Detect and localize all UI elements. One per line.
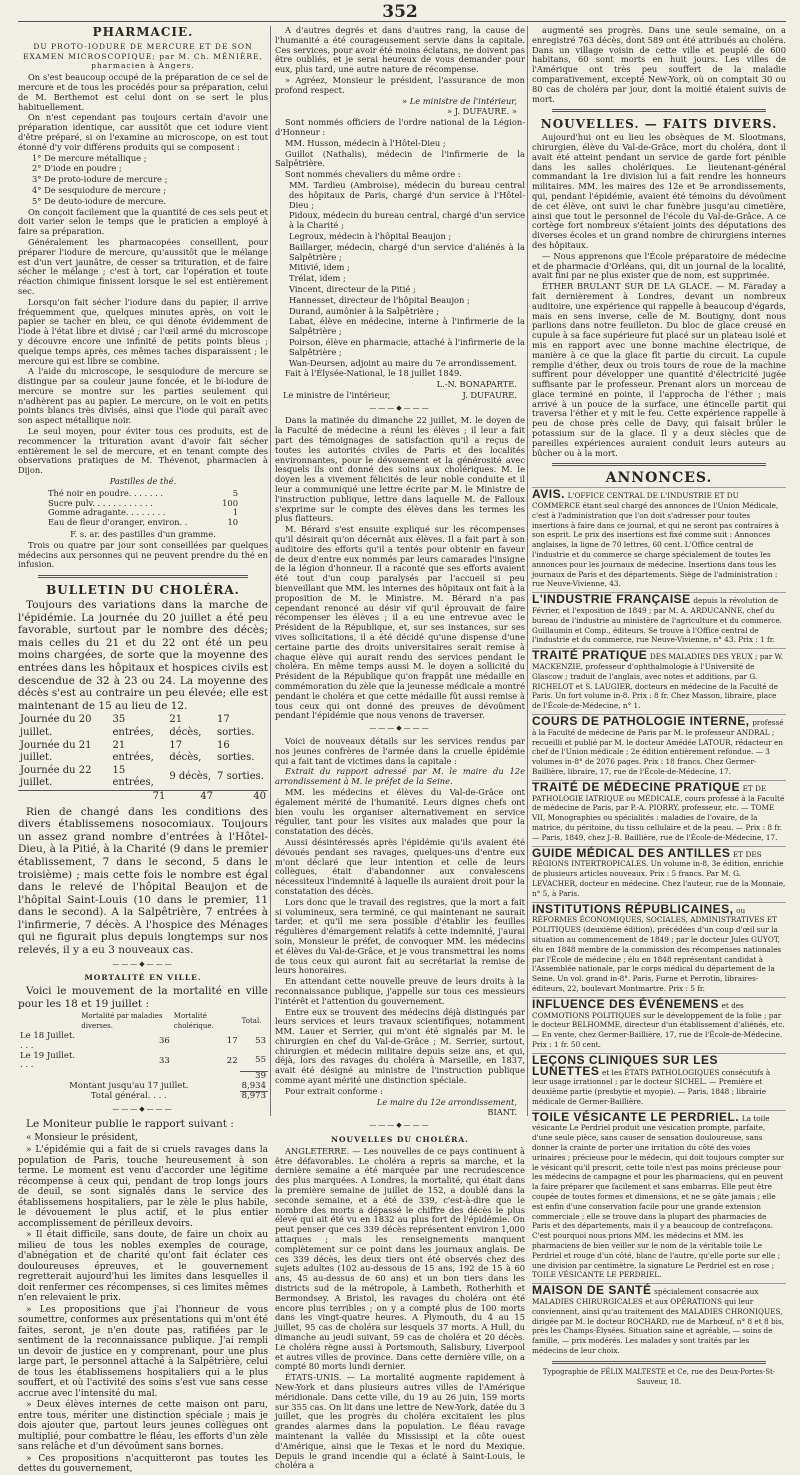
paragraph: Guillot (Nathalis), médecin de l'infirmerie de la Salpêtrière. xyxy=(275,148,525,169)
section-divider xyxy=(552,109,766,112)
table-row: Journée du 22 juillet. 15 entrées, 9 décès, 7 sorties. xyxy=(20,764,264,789)
section-title-bulletin: BULLETIN DU CHOLÉRA. xyxy=(46,583,240,598)
paragraph: Voici de nouveaux détails sur les services rendus par nos jeunes confrères de l'armée dans la cruelle épidémie qui a fait tant de victimes dans la capitale : xyxy=(275,735,525,766)
advertisement xyxy=(532,714,786,777)
ornament-divider: ———◆——— xyxy=(369,724,431,733)
ad-body: professé à la Faculté de médecine de Paris par M. le professeur ANDRAL ; recueilli et publié par M. le docteur Amédée LATOUR, rédacteur en chef de l'Union médicale ; 2e édition entièrement refondue. — 3 volumes in-8° de 2076 pages. Prix : 18 francs. Chez Germer-Baillière, libraire, 17, rue de l'École-de-Médecine, 17. xyxy=(532,718,784,776)
paragraph: » Il était difficile, sans doute, de faire un choix au milieu de tous les nobles exemples de courage, d'abnégation et de charité qu'ont fait éclater ces douloureuses épreuves, et le gouvernement regretterait aujourd'hui les limites dans lesquelles il doit renfermer ces récompenses, si ces limites mêmes n'en relevaient le prix. xyxy=(18,1230,268,1304)
ad-headline: INSTITUTIONS RÉPUBLICAINES, xyxy=(532,901,734,916)
list-item: 5° De deuto-iodure de mercure. xyxy=(32,195,166,206)
section-title-nouvelles-cholera: NOUVELLES DU CHOLÉRA. xyxy=(331,1135,469,1145)
signature-name: » J. DUFAURE. » xyxy=(447,106,517,117)
table-row: Montant jusqu'au 17 juillet. 8,934 xyxy=(69,1080,266,1091)
paragraph: » L'épidémie qui a fait de si cruels ravages dans la population de Paris, touche heureusement à son terme. Le moment est venu d'accorder une légitime récompense à ceux qui, pendant de trop longs jours de deuil, se sont signalés dans le service des établissemens hospitaliers, par le zèle le plus habile, le dévouement le plus actif, et le plus entier accomplissement de périlleux devoirs. xyxy=(18,1145,268,1229)
article-subtitle: DU PROTO-IODURE DE MERCURE ET DE SON EXAMEN MICROSCOPIQUE; par M. Ch. MÉNIÈRE, pharmacien à Angers. xyxy=(23,41,263,71)
column-2 xyxy=(275,25,525,1471)
paragraph: MM. les médecins et élèves du Val-de-Grâce ont également mérité de l'humanité. Leurs dignes chefs ont bien voulu les organiser alternativement en service régulier, tant pour les visites aux malades que pour la constatation des décès. xyxy=(275,786,525,837)
advertisement xyxy=(532,997,786,1050)
paragraph: Le Moniteur publie le rapport suivant : xyxy=(26,1117,234,1130)
ad-headline: TOILE VÉSICANTE LE PERDRIEL. xyxy=(532,1109,740,1124)
paragraph: « Monsieur le président, xyxy=(26,1132,138,1143)
table-header: Mortalité par maladies diverses. Mortalité cholérique. Total. xyxy=(81,1012,262,1031)
printer-imprint: Typographie de FÉLIX MALTESTE et Ce, rue des Deux-Portes-St-Sauveur, 18. xyxy=(542,1367,776,1386)
column-1 xyxy=(18,25,268,1475)
paragraph: » Agréez, Monsieur le président, l'assurance de mon profond respect. xyxy=(275,74,525,95)
list-item: Poirson, élève en pharmacie, attaché à l'infirmerie de la Salpêtrière ; xyxy=(289,336,525,357)
paragraph: ÉTHER BRULANT SUR DE LA GLACE. — M. Faraday a fait dernièrement à Londres, devant un nombreux auditoire, une expérience qui rappelle à beaucoup d'égards, mais en sens inverse, celle de M. Boutigny, dont nous parlions dans notre feuilleton. Du bloc de glace creusé en cupule à sa face supérieure fut placé sur un plateau isolé et mis en rapport avec une bonne machine électrique, de manière à ce que la glace fît partie du circuit. La cupule remplie d'éther, deux ou trois tours de roue de la machine suffirent pour développer une quantité d'électricité jugée suffisante par le professeur. Prenant alors un morceau de glace terminé en pointe, il l'approcha de l'éther ; mais arrivé à un pouce de la surface, une étincelle partit qui traversa l'éther et y mit le feu. Cette expérience rappelle à peu de chose près celle de Davy, qui faisait brûler le potassium sur de la glace. Il y a deux siècles que de pareilles expériences auraient conduit leurs auteurs au bûcher ou à la mort. xyxy=(532,281,786,458)
table-row: Le 19 Juillet. . . . 33 22 55 xyxy=(20,1050,266,1071)
ornament-divider: ———◆——— xyxy=(369,403,431,412)
paragraph: Entre eux se trouvent des médecins déjà distingués par leurs services et leurs travaux scientifiques, notamment MM. Lauer et Serrier, qui m'ont été signalés par M. le chirurgien en chef du Val-de-Grâce ; M. Serrier, surtout, chirurgien et médecin militaire depuis seize ans, et qui, déjà, lors des ravages du choléra à Marseille, en 1837, avait été désigné au ministre de l'instruction publique comme ayant mérité une distinction spéciale. xyxy=(275,1006,525,1086)
paragraph: En attendant cette nouvelle preuve de leurs droits à la reconnaissance publique, j'appelle sur tous ces messieurs l'intérêt et l'attention du gouvernement. xyxy=(275,976,525,1006)
signature-name: J. DUFAURE. xyxy=(462,389,517,400)
paragraph: On conçoit facilement que la quantité de ces sels peut et doit varier selon le temps que le praticien a employé à faire sa préparation. xyxy=(18,206,268,237)
signature-title: » Le ministre de l'intérieur, xyxy=(402,95,517,106)
ad-headline: TRAITÉ DE MÉDECINE PRATIQUE xyxy=(532,779,740,794)
paragraph: Sont nommés officiers de l'ordre national de la Légion-d'Honneur : xyxy=(275,117,525,137)
table-row: Journée du 20 juillet. 35 entrées, 21 décès, 17 sorties. xyxy=(20,714,255,738)
paragraph: A d'autres degrés et dans d'autres rang, la cause de l'humanité a été courageusement servie dans la capitale. Ces services, pour avoir été moins éclatans, ne doivent pas être oubliés, et je serai heureux de vous demander pour eux, plus tard, une autre nature de récompense. xyxy=(275,25,525,75)
paragraph: Toujours des variations dans la marche de l'épidémie. La journée du 20 juillet a été peu favorable, surtout par le nombre des décès; mais celles du 21 et du 22 ont été un peu moins chargées, de sorte que la moyenne des entrées dans les hôpitaux et hospices civils est descendue de 32 à 23 ou 24. La moyenne des décès s'est au contraire un peu élevée; elle est maintenant de 15 au lieu de 12. xyxy=(18,599,268,712)
column-divider xyxy=(270,26,271,1116)
list-item: 1° De mercure métallique ; xyxy=(32,152,147,163)
list-item: 4° De sesquiodure de mercure ; xyxy=(32,184,167,195)
recipe-row: Eau de fleur d'oranger, environ. . 10 xyxy=(48,517,238,528)
advertisement xyxy=(532,1053,786,1107)
ad-headline: COURS DE PATHOLOGIE INTERNE, xyxy=(532,714,750,728)
paragraph: augmenté ses progrès. Dans une seule semaine, on a enregistré 763 décès, dont 589 ont été attribués au choléra. Dans un village voisin de cette ville et peuplé de 600 habitans, 60 sont morts en huit jours. Les villes de l'Amérique ont très peu souffert de la maladie comparativement, excepté New-York, où on comptait 30 ou 80 cas de choléra par jour, dont la moitié étaient suivis de mort. xyxy=(532,25,786,104)
ornament-divider: ———◆——— xyxy=(369,1121,431,1130)
top-rule xyxy=(18,21,786,22)
list-item: Mitivié, idem ; xyxy=(289,262,350,273)
signature-title: Le maire du 12e arrondissement, xyxy=(376,1096,517,1107)
table-row: Total général. . . . 8,973 xyxy=(90,1091,266,1102)
ad-body: La toile vésicante Le Perdriel produit une vésication prompte, parfaite, d'une seule pièce, sans causer de sensation douloureuse, sans donner la crainte de porter une irritation du côté des voies urinaires ; précieuse pour le médecin, qui doit toujours compter sur le vésicant qu'il prescrit, cette toile n'est pas moins précieuse pour les médecins de campagne et pour les pharmaciens, qui en peuvent la faire préparer que facilement et sans embarras. Elle peut être coupée de toutes formes et dimensions, et ne se gâte jamais ; elle est enfin d'une conservation facile pour une grande extension commerciale ; elle se trouve dans la plupart des pharmacies de Paris et des départements, mais il y a beaucoup de contrefaçons. C'est pourquoi nous prions MM. les médecins et MM. les pharmaciens de bien veiller sur le nom de la véritable toile Le Perdriel et rouge d'un côté, blanc de l'autre, qu'elle porte sur elle ; une division par centimètre, la signature Le Perdriel est en rose ; TOILE VÉSICANTE LE PERDRIEL. xyxy=(532,1113,785,1280)
section-divider xyxy=(552,463,766,466)
list-item: Hannesset, directeur de l'hôpital Beaujon ; xyxy=(289,294,470,305)
section-divider xyxy=(552,1361,766,1364)
column-3 xyxy=(532,25,786,1386)
paragraph: Généralement les pharmacopées conseillent, pour préparer l'iodure de mercure, qu'aussitôt que le mélange est d'un vert jaunâtre, de cesser sa trituration, et de faire sécher le mélange ; c'est à tort, car l'opération et toute réaction chimique finissent lorsque le sel est entièrement sec. xyxy=(18,236,268,296)
section-divider xyxy=(38,575,248,578)
paragraph: Extrait du rapport adressé par M. le maire du 12e arrondissement à M. le préfet de la Seine. xyxy=(275,766,525,787)
ad-body: et les ÉTATS PATHOLOGIQUES consécutifs à leur usage irrationnel ; par le docteur SICHEL. — Première et deuxième partie (presbytie et myopie). — Paris, 1848 ; librairie médicale de Germer-Baillière. xyxy=(532,1067,771,1106)
signature-name: L.-N. BONAPARTE. xyxy=(436,379,517,390)
column-divider xyxy=(527,26,528,1116)
bulletin-body xyxy=(18,599,268,957)
recipe-row: Thé noir en poudre. . . . . . . 5 xyxy=(48,487,238,498)
ad-headline: MAISON DE SANTÉ xyxy=(532,1283,652,1298)
ad-headline: INFLUENCE DES ÉVÉNEMENS xyxy=(532,996,719,1011)
recipe-footer: F. s. ar. des pastilles d'un gramme. xyxy=(70,529,216,540)
paragraph: ANGLETERRE. — Les nouvelles de ce pays continuent à être défavorables. Le choléra a repris sa marche, et la dernière semaine a été marquée par une recrudescence des plus marquées. A Londres, la mortalité, qui était dans la première semaine de juillet de 152, a doublé dans la seconde semaine, et a été de 339, c'est-à-dire que le nombre des morts a dépassé le chiffre des décès le plus élevé qui ait été vu en 1832 au plus fort de l'épidémie. On peut penser que ces 339 décès représentent environ 1,000 attaques ; mais les renseignements manquent complètement sur ce point dans les journaux anglais. De ces 339 décès, les deux tiers ont été observés chez des sujets adultes (102 au-dessous de 15 ans, 192 de 15 à 60 ans, 45 au-dessus de 60 ans) et un bon tiers dans les districts sud de la métropole, à Lambeth, Rotherhith et Bermondsey. A Bristol, les ravages du choléra ont été encore plus terribles ; on y a compté plus de 100 morts dans les vingt-quatre heures. A Plymouth, du 4 au 15 juillet, 95 cas de choléra sur lesquels 37 morts. A Hull, du dimanche au jeudi suivant, 59 cas de choléra et 20 décès. Le choléra règne aussi à Portsmouth, Salisbury, Liverpool et autres villes de province. Dans cette dernière ville, on a compté 80 morts lundi dernier. xyxy=(275,1145,525,1372)
ad-body: L'OFFICE CENTRAL DE L'INDUSTRIE ET DU COMMERCE étant seul chargé des annonces de l'Union Médicale, c'est à l'administration que l'on doit s'adresser pour toutes insertions à faire dans ce journal, et qui ne seront pas contraires à son esprit. Le prix des insertions est fixé comme suit : Annonces anglaises, la ligne de 70 lettres, 60 cent. L'Office central de l'industrie et du commerce se charge spécialement de toutes les annonces pour les journaux de médecine. Insertions dans tous les journaux de Paris et des départements. Siège de l'administration : rue Neuve-Vivienne, 43. xyxy=(532,491,779,589)
ad-body: DES MALADIES DES YEUX ; par W. MACKENZIE, professeur d'ophthalmologie à l'Université de Glascow ; traduit de l'anglais, avec notes et additions, par G. RICHELOT et S. LAUGIER, docteurs en médecine de la Faculté de Paris. Un fort volume in-8. Prix : 8 fr. Chez Masson, libraire, place de l'École-de-Médecine, n° 1. xyxy=(532,652,784,711)
paragraph: Sont nommés chevaliers du même ordre : xyxy=(285,169,461,180)
list-item: Wan-Deursen, adjoint au maire du 7e arrondissement. xyxy=(289,357,518,368)
advertisement xyxy=(532,648,786,711)
paragraph: Aujourd'hui ont eu lieu les obsèques de M. Slootmans, chirurgien, élève du Val-de-Grâce, mort du choléra, dont il avait été atteint pendant un service de garde fort pénible dans les salles cholériques. Le lieutenant-général commandant la 1re division lui a fait rendre les honneurs militaires. MM. les maires des 12e et 9e arrondissements, qui, pendant l'épidémie, avaient été témoins du dévoûment de cet élève, ont suivi le char funèbre jusqu'au cimetière, ainsi que tout le personnel de l'école du Val-de-Grâce. A ce cortège fort nombreux s'étaient joints des députations des diverses écoles et un grand nombre de chirurgiens internes des hôpitaux. xyxy=(532,132,786,250)
recipe-list xyxy=(48,489,238,528)
paragraph: Trois ou quatre par jour sont conseillées par quelques médecins aux personnes qui ne peuvent prendre du thé en infusion. xyxy=(18,539,268,570)
list-item: Baillarger, médecin, chargé d'un service d'aliénés à la Salpêtrière ; xyxy=(289,241,525,262)
advertisement xyxy=(532,1283,786,1356)
ad-headline: L'INDUSTRIE FRANÇAISE xyxy=(532,592,691,607)
list-item: Pidoux, médecin du bureau central, chargé d'un service à la Charité ; xyxy=(289,210,525,231)
paragraph: Voici le mouvement de la mortalité en ville pour les 18 et 19 juillet : xyxy=(18,985,268,1010)
signature-row xyxy=(275,391,525,401)
totals-row: 71 47 40 xyxy=(18,790,268,803)
paragraph: » Deux élèves internes de cette maison ont paru, entre tous, mériter une distinction spéciale ; mais je dois ajouter que, partout leurs jeunes collègues ont multiplié, pour combattre le fléau, les efforts d'un zèle sans relâche et d'un dévoûment sans bornes. xyxy=(18,1400,268,1453)
paragraph: » Les propositions que j'ai l'honneur de vous soumettre, conformes aux présentations qui m'ont été faites, seront, je n'en doute pas, ratifiées par le sentiment de la reconnaissance publique. J'ai rempli un devoir de justice en y comprenant, pour une plus large part, le personnel attaché à la Salpêtrière, celui de tous les établissemens hospitaliers qui a le plus souffert, et où l'activité des soins s'est vue sans cesse accrue avec l'intensité du mal. xyxy=(18,1304,268,1399)
advertisement xyxy=(532,592,786,645)
ad-body: depuis la révolution de Février, et l'exposition de 1849 ; par M. A. ARDUCANNE, chef du bureau de l'industrie au ministère de l'agriculture et du commerce. Guillaumin et Comp., éditeurs. Se trouve à l'Office central de l'industrie et du commerce, rue Neuve-Vivienne, n° 43. Prix : 1 fr. xyxy=(532,596,782,645)
paragraph: — Nous apprenons que l'École préparatoire de médecine et de pharmacie d'Orléans, qui, dit un journal de la localité, avait fini par ne plus exister que de nom, est supprimée. xyxy=(532,250,786,281)
paragraph: Dans la matinée du dimanche 22 juillet, M. le doyen de la Faculté de médecine a réuni les élèves ; il leur a fait part des témoignages de satisfaction qu'il a reçus de toutes les autorités civiles de Paris et des localités environnantes, pour le dévouement et la générosité avec lesquels ils ont donné des soins aux cholériques. M. le doyen les a vivement félicités de leur noble conduite et il leur a communiqué une lettre écrite par M. le Ministre de l'instruction publique, lettre dans laquelle M. de Falloux s'exprime sur le compte des élèves dans les termes les plus flatteurs. xyxy=(275,415,525,524)
ad-headline: LEÇONS CLINIQUES SUR LES LUNETTES xyxy=(532,1052,719,1078)
paragraph: Lors donc que le travail des registres, que la mort a fait si volumineux, sera terminé, ce qui maintenant ne saurait tarder, et qu'il me sera possible d'établir les feuilles régulières d'émargement relatifs à cette indemnité, j'aurai soin, Monsieur le préfet, de convoquer MM. les médecins et élèves du Val-de-Grâce, et je vous transmettrai les noms de tous ceux qui auront fait au secrétariat la remise de leurs honoraires. xyxy=(275,896,525,976)
advertisement xyxy=(532,902,786,994)
list-item: Vincent, directeur de la Pitié ; xyxy=(289,283,416,294)
paragraph: ÉTATS-UNIS. — La mortalité augmente rapidement à New-York et dans plusieurs autres villes de l'Amérique méridionale. Dans cette ville, du 19 au 26 juin, 159 morts sur 355 cas. On lit dans une lettre de New-York, datée du 3 juillet, que les progrès du choléra excitaient les plus grandes alarmes dans la population. Le fléau ravage maintenant la vallée du Mississipi et la côte ouest d'Amérique, ainsi que le Texas et le nord du Mexique. Depuis le grand incendie qui a éclaté à Saint-Louis, le choléra a xyxy=(275,1372,525,1471)
signature-name: BIANT. xyxy=(487,1107,517,1118)
signature-title: Le ministre de l'intérieur, xyxy=(283,389,391,400)
recipe-row: Gomme adragante. . . . . . . . 1 xyxy=(48,507,238,518)
advertisement xyxy=(532,1110,786,1281)
ad-headline: AVIS. xyxy=(532,487,565,502)
paragraph: M. Bérard s'est ensuite expliqué sur les récompenses qu'il désirait qu'on décernât aux élèves. Il a fait part à son auditoire des efforts qu'il a tentés pour obtenir en faveur de deux d'entre eux nommés par leurs camarades l'insigne de la légion d'honneur. Il a raconté que ses efforts avaient été tout d'un coup paralysés par l'accueil si peu bienveillant que MM. les internes des hôpitaux ont fait à la proposition de M. le Ministre. M. Bérard n'a pas cependant renoncé au désir vif qu'il éprouvait de faire récompenser les élèves ; il a eu une entrevue avec le Président de la République, et, sur ses instances, sur ses vives sollicitations, il a été décidé qu'une dispense d'une certaine partie des droits universitaires serait remise à chaque élève qui aurait rendu des services pendant le choléra. En même temps aussi M. le doyen a sollicité du Président de la République qu'on frappât une médaille en commémoration du zèle que la jeunesse médicale a montré pendant le choléra et que cette médaille fût aussi remise à tous ceux qui ont donné des preuves de dévoûment pendant l'épidémie que nous venons de traverser. xyxy=(275,524,525,721)
paragraph: Le seul moyen, pour éviter tous ces produits, est de recommencer la trituration avant d'avoir fait sécher entièrement le sel de mercure, et en tenant compte des observations pratiques de M. Thévenot, pharmacien à Dijon. xyxy=(18,426,268,476)
table-row: Journée du 21 juillet. 21 entrées, 17 décès, 16 sorties. xyxy=(20,739,255,764)
list-item: Trélat, idem ; xyxy=(289,273,346,284)
moniteur-report xyxy=(18,1118,268,1475)
ornament-divider: ———◆——— xyxy=(112,1105,174,1114)
section-title-pharmacie: PHARMACIE. xyxy=(92,25,194,39)
ad-headline: TRAITÉ PRATIQUE xyxy=(532,648,648,663)
list-item: Durand, aumônier à la Salpêtrière ; xyxy=(289,305,440,316)
section-title-annonces: ANNONCES. xyxy=(605,470,713,487)
paragraph: Aussi désintéressés après l'épidémie qu'ils avaient été dévoués pendant ses ravages, quelques-uns d'entre eux m'ont déclaré que leur intention et celle de leurs collègues, était d'abandonner aux convalescens nécessiteux l'indemnité à laquelle ils auraient droit pour la constatation des décès. xyxy=(275,836,525,896)
advertisement xyxy=(532,780,786,843)
list-item: Legroux, médecin à l'hôpital Beaujon ; xyxy=(289,230,452,241)
paragraph: On n'est cependant pas toujours certain d'avoir une préparation identique, car aussitôt que cet iodure vient d'être préparé, si on l'examine au microscope, on est tout étonné d'y voir différens produits qui se composent : xyxy=(18,112,268,152)
ad-body: ET DE PATHOLOGIE IATRIQUE ou MÉDICALE, cours professé à la Faculté de médecine de Paris, par P.-A. PIORRY, professeur, etc. — TOME VII, Monographies ou spécialités : maladies de l'ovaire, de la matrice, du péritoine, du tissu cellulaire et de la peau. — Prix : 8 fr. — Paris, 1849, chez J.-B. Baillière, rue de l'École-de-Médecine, 17. xyxy=(532,783,785,842)
paragraph: Fait à l'Élysée-National, le 18 juillet 1849. xyxy=(285,368,462,379)
ad-body: et des COMMOTIONS POLITIQUES sur le développement de la folie ; par le docteur BELHOMME, directeur d'un établissement d'aliénés, etc. — En vente, chez Germer-Baillière, 17, rue de l'École-de-Médecine. Prix : 1 fr. 50 cent. xyxy=(532,1000,785,1049)
paragraph: Pour extrait conforme : xyxy=(285,1085,383,1096)
paragraph: Rien de changé dans les conditions des divers établissemens nosocomiaux. Toujours un assez grand nombre d'entrées à l'Hôtel-Dieu, à la Pitié, à la Charité (9 dans le premier établissement, 7 dans le second, 5 dans le troisième) ; mais cette fois le nombre est égal dans le relevé de l'hôpital Beaujon et de l'hôpital Saint-Louis (10 dans le premier, 11 dans le second). A la Salpêtrière, 7 entrées à l'infirmerie, 7 décès. A l'hospice des Ménages qui ne figurait plus depuis longtemps sur nos relevés, il y a eu 3 nouveaux cas. xyxy=(18,805,268,957)
paragraph: On s'est beaucoup occupé de la préparation de ce sel de mercure et de tous les procédés pour sa préparation, celui de M. Berthemot est celui dont on se sert le plus habituellement. xyxy=(18,72,268,112)
list-item: 3° De proto-iodure de mercure ; xyxy=(32,174,168,185)
daily-table xyxy=(18,714,268,803)
list-item: 2° D'iode en poudre ; xyxy=(32,163,122,174)
ad-body: spécialement consacrée aux MALADIES CHIRURGICALES et aux OPÉRATIONS qui leur conviennent, ainsi qu'au traitement des MALADIES CHRONIQUES, dirigée par M. le docteur ROCHARD, rue de Marbœuf, n° 8 et 8 bis, près les Champs-Élysées. Situation saine et agréable, — soins de famille, — prix modérés. Les malades y sont traités par les médecins de leur choix. xyxy=(532,1287,785,1356)
recipe-title: Pastilles de thé. xyxy=(109,476,177,487)
page-number: 352 xyxy=(382,2,418,22)
advertisement xyxy=(532,487,786,589)
list-item: Labat, élève en médecine, interne à l'infirmerie de la Salpêtrière ; xyxy=(289,316,525,337)
table-row: 39 xyxy=(18,1071,268,1081)
section-title-mortalite: MORTALITÉ EN VILLE. xyxy=(84,973,202,983)
paragraph: MM. Husson, médecin à l'Hôtel-Dieu ; xyxy=(285,137,446,148)
ornament-divider: ———◆——— xyxy=(112,959,174,968)
table-row: Le 18 Juillet. . . . 36 17 53 xyxy=(20,1031,266,1051)
recipe-row: Sucre pulv. . . . . . . . . . . . 100 xyxy=(48,497,238,508)
advertisement xyxy=(532,846,786,899)
mortality-intro-wrap xyxy=(18,985,268,1010)
list-item: MM. Tardieu (Ambroise), médecin du bureau central des hôpitaux de Paris, chargé d'un service à l'Hôtel-Dieu ; xyxy=(289,179,525,210)
paragraph: A l'aide du microscope, le sesquiodure de mercure se distingue par sa couleur jaune foncée, et le bi-iodure de mercure se montre sur les parties seulement qui n'adhèrent pas au papier. Le mercure, on le voit en petits points blancs très divisés, ainsi que l'iode qui paraît avec son aspect métallique noir. xyxy=(18,366,268,426)
ad-headline: GUIDE MÉDICAL DES ANTILLES xyxy=(532,845,731,860)
section-title-faits-divers: NOUVELLES. — FAITS DIVERS. xyxy=(540,117,778,132)
mortality-table xyxy=(18,1012,268,1102)
paragraph: Lorsqu'on fait sécher l'iodure dans du papier, il arrive fréquemment que, quelques minutes après, on voit le papier se tacher en bleu, ce qui dénote évidemment de l'iode à l'état libre et divisé ; car l'œil armé du microscope y découvre encore une infinité de petits points bleus ; quelque temps après, ces mêmes taches disparaissent ; le mercure qui est libre se combine. xyxy=(18,296,268,366)
ad-body: ou RÉFORMES ÉCONOMIQUES, SOCIALES, ADMINISTRATIVES ET POLITIQUES (deuxième édition), précédées d'un coup d'œil sur la situation au commencement de 1849 ; par le docteur Jules GUYOT, élu en 1848 membre de la commission des récompenses nationales par l'École de médecine ; élu en 1848 représentant candidat à l'Assemblée nationale, par le corps médical du département de la Seine. Un vol. grand in-8°. Paris, Furne et Perrotin, libraires-éditeurs, 22, boulevart Montmartre. Prix : 5 fr. xyxy=(532,905,782,993)
ad-body: ET DES RÉGIONS INTERTROPICALES. Un volume in-8, 3e édition, enrichie de plusieurs articles nouveaux. Prix : 5 francs. Par M. G. LEVACHER, docteur en médecine. Chez l'auteur, rue de la Monnaie, n° 5, à Paris. xyxy=(532,849,786,898)
paragraph: » Ces propositions n'acquitteront pas toutes les dettes du gouvernement, xyxy=(18,1453,268,1475)
